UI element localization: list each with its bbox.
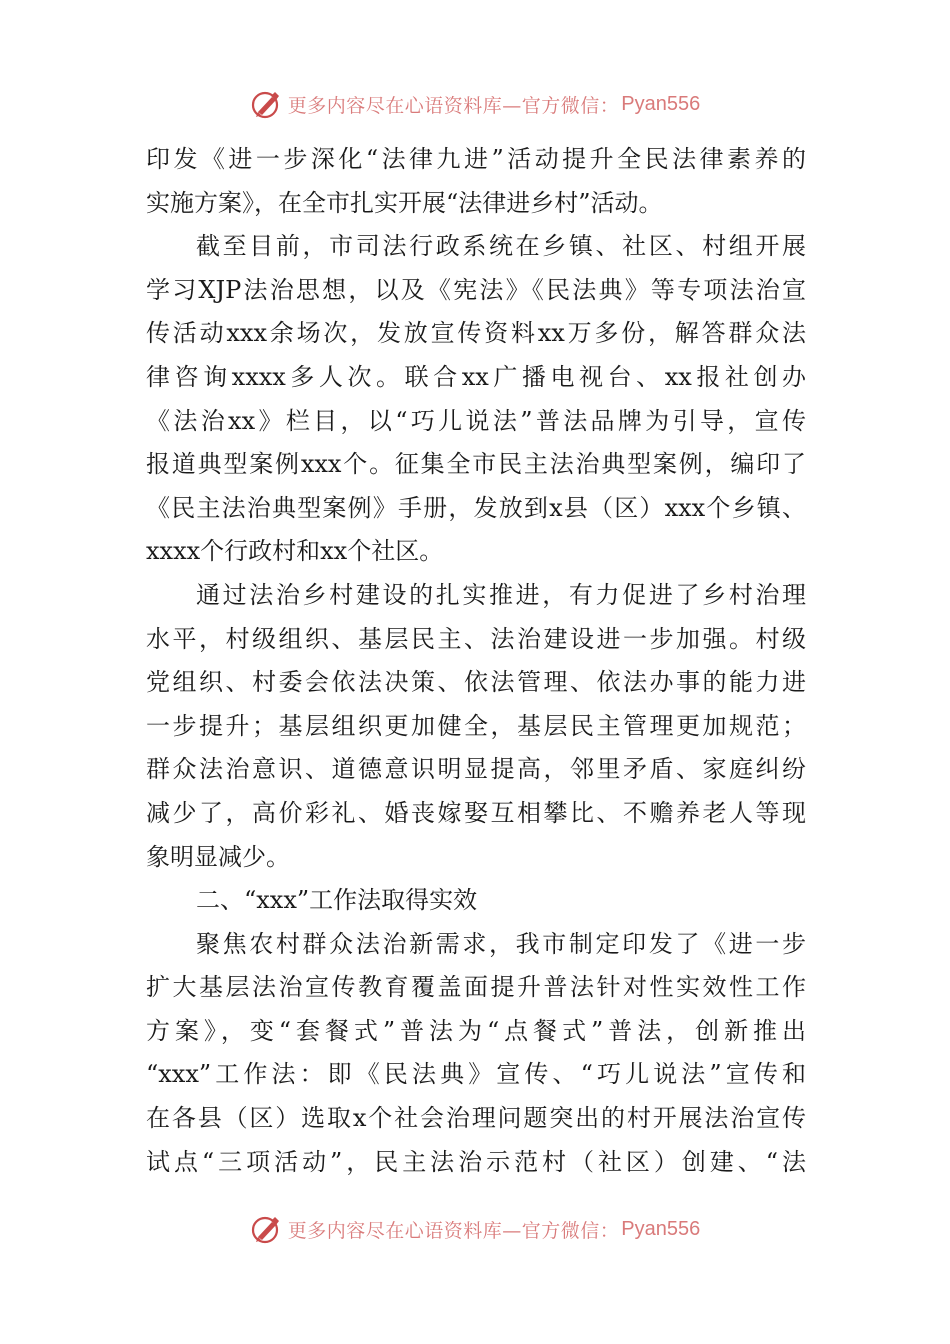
text-line: 党组织、村委会依法决策、依法管理、依法办事的能力进	[146, 668, 806, 697]
text-line: 减少了，高价彩礼、婚丧嫁娶互相攀比、不赡养老人等现	[146, 798, 806, 827]
text-line: xxxx个行政村和xx个社区。	[146, 537, 444, 566]
watermark-wechat-id: Pyan556	[621, 92, 701, 115]
watermark-wechat-id: Pyan556	[621, 1217, 701, 1240]
text-line: 群众法治意识、道德意识明显提高，邻里矛盾、家庭纠纷	[146, 755, 806, 784]
text-line: 截至目前，市司法行政系统在乡镇、社区、村组开展	[196, 232, 806, 261]
text-line: 聚焦农村群众法治新需求，我市制定印发了《进一步	[196, 929, 806, 958]
text-line: 通过法治乡村建设的扎实推进，有力促进了乡村治理	[196, 580, 806, 609]
text-line: 报道典型案例xxx个。征集全市民主法治典型案例，编印了	[146, 450, 806, 479]
text-line: 象明显减少。	[146, 842, 290, 871]
pen-logo-icon	[250, 88, 282, 120]
pen-logo-icon	[250, 1213, 282, 1245]
text-line: 在各县（区）选取x个社会治理问题突出的村开展法治宣传	[146, 1104, 806, 1133]
text-line: 律咨询xxxx多人次。联合xx广播电视台、xx报社创办	[146, 362, 806, 391]
text-line: 《法治xx》栏目，以“巧儿说法”普法品牌为引导，宣传	[146, 406, 806, 435]
text-line: 一步提升；基层组织更加健全，基层民主管理更加规范；	[146, 711, 806, 740]
watermark-text: 更多内容尽在心语资料库—官方微信：	[287, 1219, 620, 1242]
text-line: 实施方案》，在全市扎实开展“法律进乡村”活动。	[146, 188, 663, 217]
text-line: 印发《进一步深化“法律九进”活动提升全民法律素养的	[146, 145, 806, 173]
text-line: 方案》，变“套餐式”普法为“点餐式”普法，创新推出	[146, 1016, 806, 1045]
text-line: 水平，村级组织、基层民主、法治建设进一步加强。村级	[146, 624, 806, 653]
watermark-text: 更多内容尽在心语资料库—官方微信：	[287, 94, 620, 117]
text-line: 二、“xxx”工作法取得实效	[196, 886, 478, 915]
watermark-footer	[0, 1209, 950, 1249]
text-line: 学习XJP法治思想，以及《宪法》《民法典》等专项法治宣	[146, 275, 806, 304]
text-line: 传活动xxx余场次，发放宣传资料xx万多份，解答群众法	[146, 319, 806, 348]
text-line: 《民主法治典型案例》手册，发放到x县（区）xxx个乡镇、	[146, 493, 806, 522]
watermark-header	[0, 84, 950, 124]
text-line: “xxx”工作法：即《民法典》宣传、“巧儿说法”宣传和	[146, 1060, 806, 1089]
text-line: 试点“三项活动”，民主法治示范村（社区）创建、“法	[146, 1147, 806, 1176]
document-body	[146, 138, 806, 1184]
text-line: 扩大基层法治宣传教育覆盖面提升普法针对性实效性工作	[146, 973, 806, 1002]
